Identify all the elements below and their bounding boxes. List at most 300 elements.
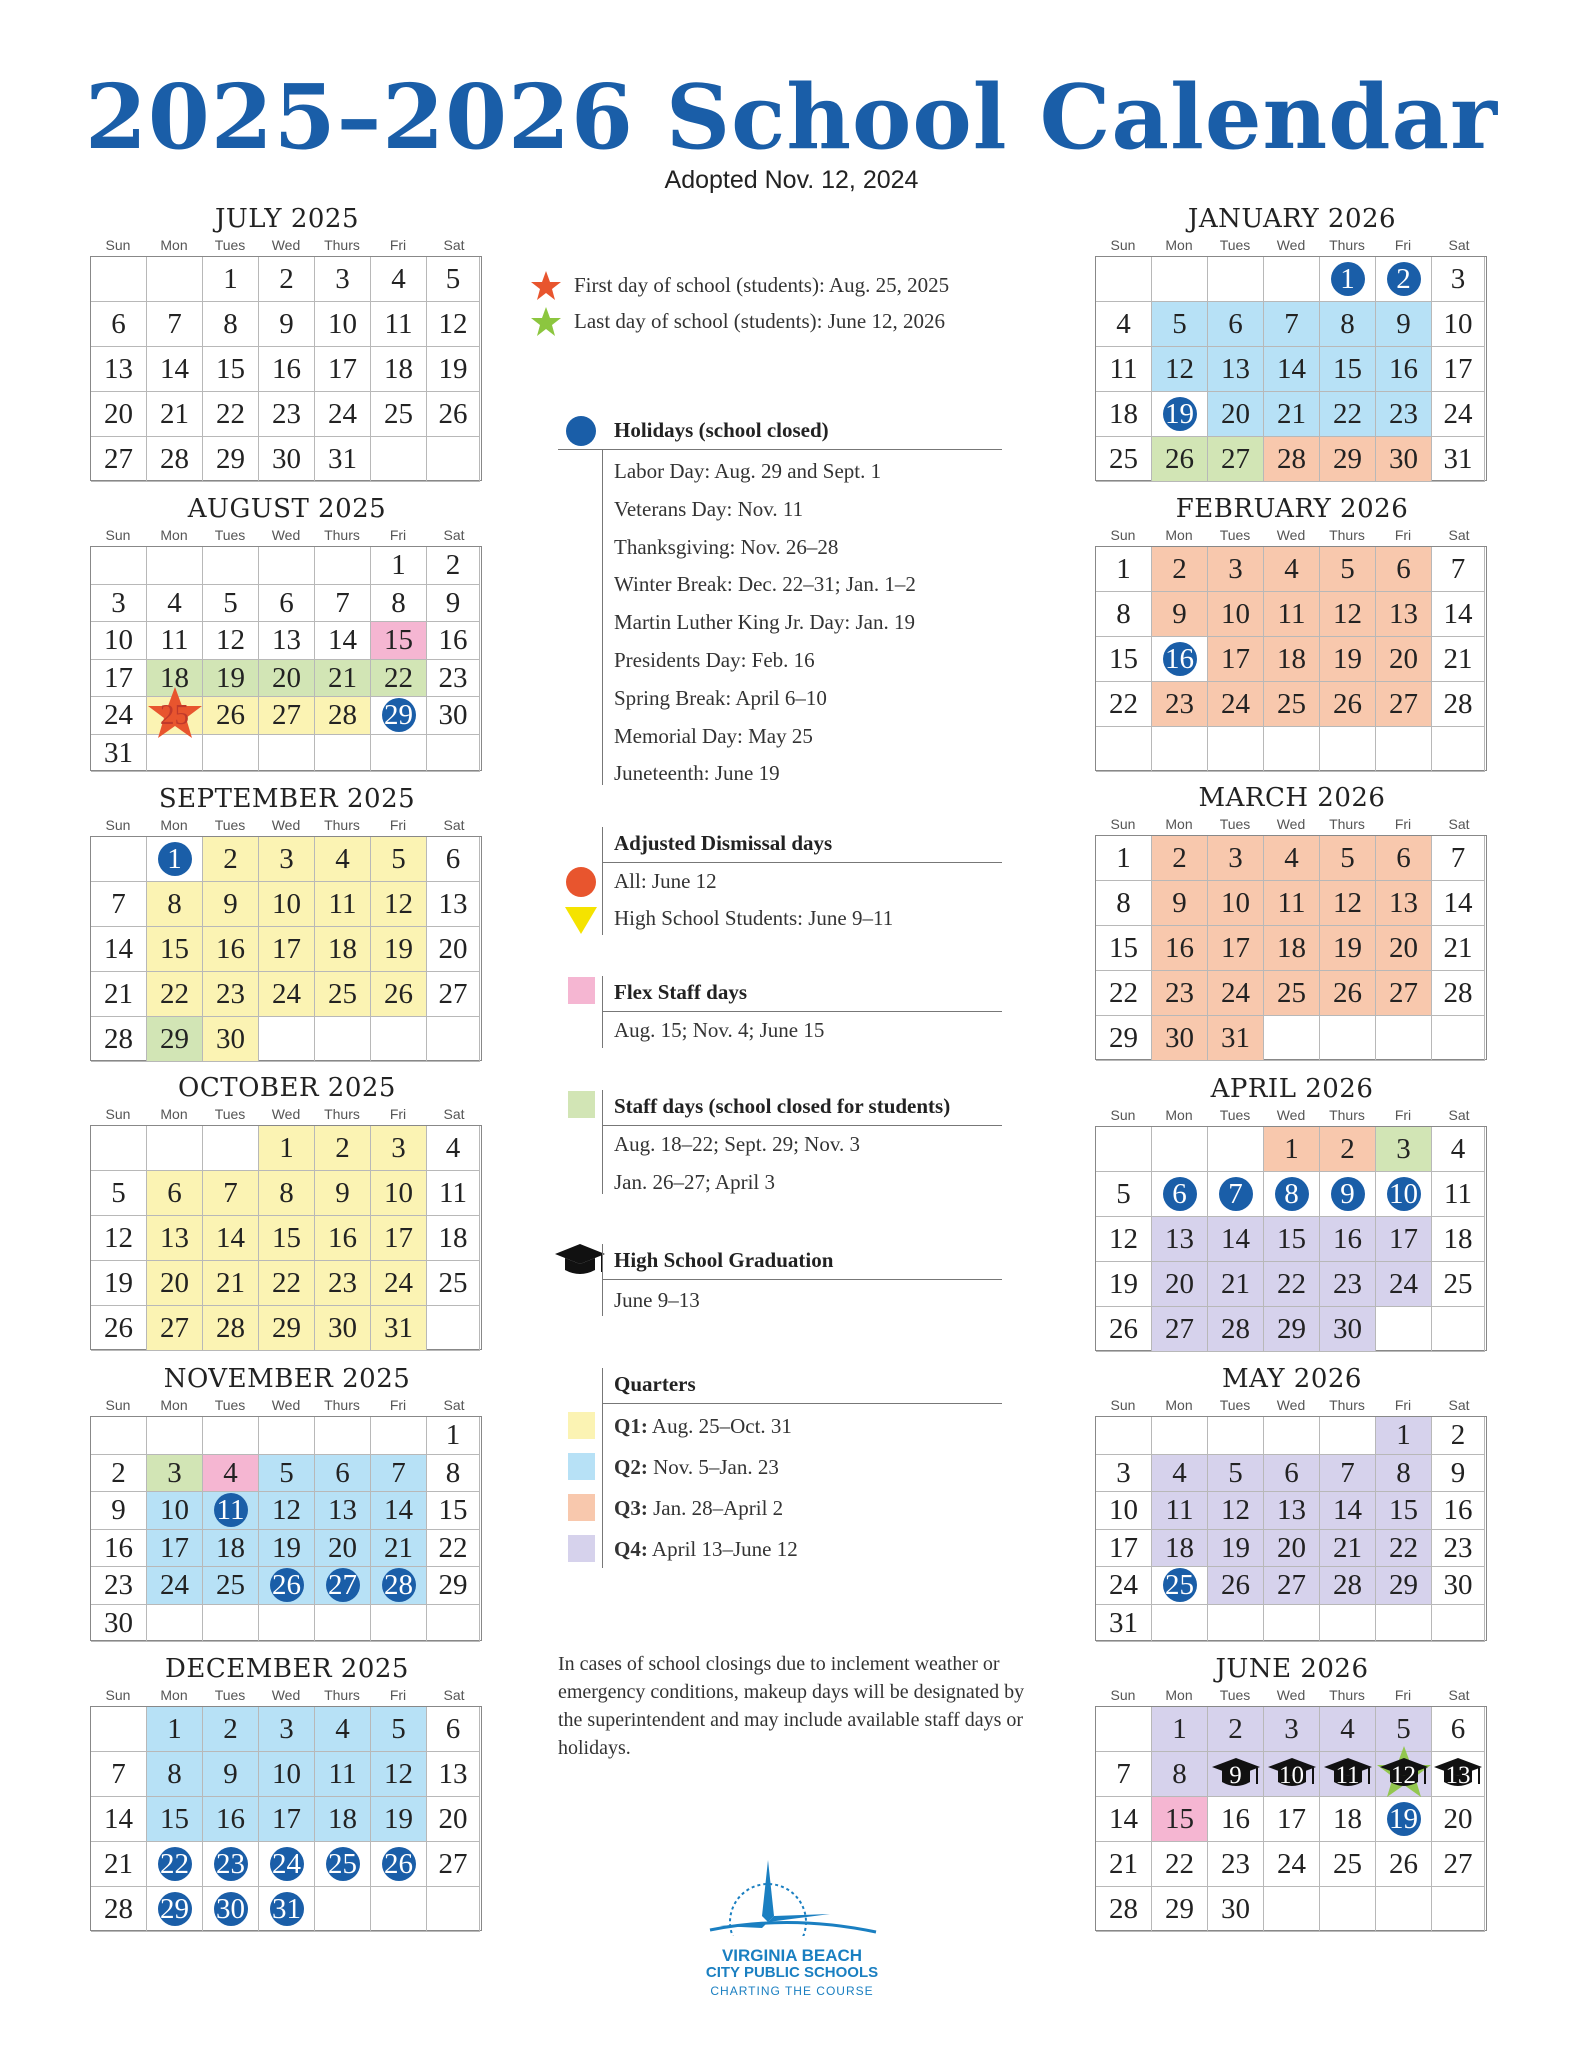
day-number: 30 <box>1333 1313 1362 1345</box>
day-number: 25 <box>1277 688 1306 720</box>
day-of-week-label: Fri <box>389 817 407 833</box>
day-of-week-label: Tues <box>214 527 246 543</box>
month-grid <box>1095 1416 1487 1641</box>
day-cell <box>1096 1217 1152 1262</box>
day-cell <box>203 585 259 623</box>
day-number: 28 <box>328 699 357 731</box>
day-number: 20 <box>1165 1268 1194 1300</box>
day-number: 4 <box>1450 1133 1466 1165</box>
month-name: JUNE 2026 <box>1215 1654 1369 1684</box>
day-cell <box>91 1306 147 1351</box>
day-number: 17 <box>384 1222 413 1254</box>
day-cell <box>91 622 147 660</box>
day-number: 30 <box>104 1606 133 1639</box>
day-cell <box>259 1261 315 1306</box>
day-number: 1 <box>391 549 406 581</box>
day-cell <box>427 1171 480 1216</box>
empty-cell <box>91 547 147 585</box>
day-cell <box>91 1842 147 1887</box>
day-number: 3 <box>1228 553 1243 585</box>
day-number: 24 <box>1221 977 1250 1009</box>
day-cell <box>1264 1797 1320 1842</box>
day-cell <box>427 1455 480 1493</box>
day-of-week-label: Wed <box>271 1397 301 1413</box>
empty-cell <box>371 1605 427 1643</box>
day-number: 22 <box>216 398 245 430</box>
empty-cell <box>1264 1887 1320 1932</box>
day-number: 29 <box>1277 1313 1306 1345</box>
day-number: 10 <box>160 1494 189 1526</box>
day-number: 15 <box>1277 1223 1306 1255</box>
day-number: 9 <box>1396 308 1411 340</box>
day-cell <box>1096 1016 1152 1061</box>
day-of-week-label: Fri <box>389 527 407 543</box>
day-number: 4 <box>391 263 406 295</box>
quarters-heading: Quarters <box>614 1372 696 1396</box>
day-number: 26 <box>438 398 468 430</box>
day-cell <box>259 347 315 392</box>
day-number: 3 <box>279 1713 294 1745</box>
day-cell <box>315 1567 371 1605</box>
day-number: 22 <box>272 1267 301 1299</box>
day-number: 19 <box>216 661 245 694</box>
day-number: 13 <box>1277 1494 1306 1526</box>
quarter-item <box>614 1414 792 1439</box>
day-number: 8 <box>445 1456 461 1489</box>
day-cell <box>1096 682 1152 727</box>
day-number: 25 <box>438 1267 468 1299</box>
day-number: 16 <box>1443 1494 1473 1526</box>
day-cell <box>1096 547 1152 592</box>
holiday-item: Juneteenth: June 19 <box>614 761 780 786</box>
day-cell <box>1096 637 1152 682</box>
empty-cell <box>1432 727 1485 772</box>
graduation-heading: High School Graduation <box>614 1248 834 1272</box>
day-cell <box>1096 302 1152 347</box>
day-cell <box>203 1455 259 1493</box>
day-number: 30 <box>216 1023 245 1055</box>
logo-line2: CITY PUBLIC SCHOOLS <box>705 1964 879 1981</box>
empty-cell <box>1320 1887 1376 1932</box>
day-of-week-label: Tues <box>1219 237 1251 253</box>
day-cell <box>1208 1842 1264 1887</box>
day-number: 25 <box>328 1848 357 1880</box>
day-cell <box>1376 1530 1432 1568</box>
day-cell <box>1152 347 1208 392</box>
day-number: 21 <box>1109 1848 1138 1880</box>
day-cell <box>147 882 203 927</box>
day-of-week-label: Mon <box>160 817 188 833</box>
day-of-week-label: Mon <box>160 527 188 543</box>
day-cell <box>203 1752 259 1797</box>
day-cell <box>1208 592 1264 637</box>
day-number: 31 <box>328 443 357 475</box>
day-cell <box>203 347 259 392</box>
empty-cell <box>315 1887 371 1932</box>
day-cell <box>203 1842 259 1887</box>
day-number: 12 <box>216 624 245 656</box>
day-of-week-label: Mon <box>160 1687 188 1703</box>
day-number: 19 <box>1221 1531 1250 1564</box>
day-cell <box>147 972 203 1017</box>
day-cell <box>259 585 315 623</box>
day-cell <box>1208 547 1264 592</box>
empty-cell <box>1432 1605 1485 1643</box>
day-cell <box>1152 592 1208 637</box>
day-of-week-label: Wed <box>271 1687 301 1703</box>
day-of-week-label: Sun <box>1110 1397 1136 1413</box>
day-cell <box>371 547 427 585</box>
day-of-week-label: Fri <box>389 1397 407 1413</box>
day-cell <box>427 547 480 585</box>
day-number: 21 <box>160 398 189 430</box>
day-number: 2 <box>279 263 294 295</box>
day-cell <box>91 1752 147 1797</box>
day-cell <box>1152 1492 1208 1530</box>
day-cell <box>1152 1262 1208 1307</box>
day-cell <box>1320 1217 1376 1262</box>
empty-cell <box>91 257 147 302</box>
day-number: 11 <box>1444 1178 1472 1210</box>
day-number: 5 <box>1116 1178 1131 1210</box>
day-cell <box>1432 1417 1485 1455</box>
day-number: 2 <box>1172 553 1187 585</box>
day-number: 25 <box>216 1569 245 1601</box>
day-of-week-label: Tues <box>1219 816 1251 832</box>
day-cell <box>427 1492 480 1530</box>
empty-cell <box>147 547 203 585</box>
day-cell <box>259 1306 315 1351</box>
day-of-week-label: Wed <box>1276 527 1306 543</box>
day-cell <box>1432 547 1485 592</box>
day-cell <box>1320 1530 1376 1568</box>
empty-cell <box>371 1417 427 1455</box>
day-number: 12 <box>1221 1494 1250 1526</box>
day-number: 20 <box>1277 1531 1306 1564</box>
day-number: 19 <box>104 1267 133 1299</box>
day-cell <box>203 1530 259 1568</box>
day-number: 12 <box>104 1222 133 1254</box>
day-cell <box>259 1707 315 1752</box>
day-number: 17 <box>272 933 301 965</box>
day-cell <box>371 882 427 927</box>
day-number: 4 <box>1284 842 1299 874</box>
day-of-week-label: Sat <box>1448 816 1470 832</box>
day-cell <box>315 882 371 927</box>
day-number: 24 <box>328 398 357 430</box>
day-cell <box>1096 1752 1152 1797</box>
day-of-week-label: Thurs <box>1329 1687 1365 1703</box>
day-cell <box>1264 592 1320 637</box>
empty-cell <box>1376 1016 1432 1061</box>
day-cell <box>371 1530 427 1568</box>
day-cell <box>1432 1127 1485 1172</box>
day-number: 14 <box>1333 1494 1362 1526</box>
day-number: 10 <box>328 308 357 340</box>
day-number: 4 <box>1172 1456 1187 1489</box>
quarter-label: Q3: <box>614 1496 648 1520</box>
day-number: 26 <box>104 1312 133 1344</box>
flex-item-0: Aug. 15; Nov. 4; June 15 <box>614 1018 825 1042</box>
empty-cell <box>1096 257 1152 302</box>
day-cell <box>259 1216 315 1261</box>
day-cell <box>1320 1567 1376 1605</box>
day-number: 26 <box>216 699 245 731</box>
day-number: 24 <box>1277 1848 1306 1880</box>
day-cell <box>259 622 315 660</box>
day-cell <box>147 1707 203 1752</box>
day-number: 9 <box>1229 1762 1242 1789</box>
day-number: 26 <box>1165 443 1194 475</box>
day-of-week-label: Wed <box>271 237 301 253</box>
month-name: OCTOBER 2025 <box>178 1073 396 1103</box>
day-cell <box>147 1752 203 1797</box>
day-number: 8 <box>223 308 238 340</box>
holiday-item: Presidents Day: Feb. 16 <box>614 648 815 672</box>
day-cell <box>1432 926 1485 971</box>
day-number: 28 <box>384 1569 413 1601</box>
day-number: 17 <box>272 1803 301 1835</box>
day-cell <box>371 347 427 392</box>
day-cell <box>259 257 315 302</box>
day-cell <box>91 1567 147 1605</box>
day-number: 24 <box>272 978 301 1010</box>
day-cell <box>427 1126 480 1171</box>
day-of-week-label: Tues <box>1219 527 1251 543</box>
day-of-week-label: Sat <box>443 1397 465 1413</box>
day-number: 6 <box>445 1713 461 1745</box>
day-cell <box>315 927 371 972</box>
empty-cell <box>91 837 147 882</box>
day-number: 27 <box>328 1569 357 1601</box>
day-number: 24 <box>1221 688 1250 720</box>
day-number: 24 <box>272 1848 301 1880</box>
day-of-week-label: Sat <box>1448 1107 1470 1123</box>
day-cell <box>259 1171 315 1216</box>
day-cell <box>1432 392 1485 437</box>
day-number: 5 <box>223 586 238 619</box>
day-cell <box>427 697 480 735</box>
day-cell <box>1432 1752 1485 1797</box>
staff-heading: Staff days (school closed for students) <box>614 1094 951 1118</box>
day-number: 3 <box>1228 842 1243 874</box>
day-cell <box>91 1530 147 1568</box>
day-number: 4 <box>167 586 182 619</box>
day-cell <box>1376 1127 1432 1172</box>
day-number: 3 <box>167 1456 182 1489</box>
last-day-text: Last day of school (students): June 12, 2026 <box>574 309 945 333</box>
day-number: 26 <box>1333 688 1362 720</box>
day-number: 29 <box>160 1023 189 1055</box>
day-cell <box>315 257 371 302</box>
day-number: 21 <box>384 1531 413 1564</box>
empty-cell <box>1376 1307 1432 1352</box>
flex-heading: Flex Staff days <box>614 980 747 1004</box>
day-number: 5 <box>391 1713 406 1745</box>
day-number: 28 <box>1333 1569 1362 1601</box>
day-of-week-label: Thurs <box>1329 1107 1365 1123</box>
empty-cell <box>427 437 480 482</box>
day-cell <box>1432 1797 1485 1842</box>
day-number: 31 <box>104 736 133 769</box>
day-number: 6 <box>111 308 126 340</box>
day-cell <box>371 1306 427 1351</box>
staff-item-1: Jan. 26–27; April 3 <box>614 1170 775 1194</box>
empty-cell <box>259 735 315 773</box>
day-cell <box>147 1842 203 1887</box>
day-number: 26 <box>1389 1848 1418 1880</box>
day-number: 18 <box>1277 643 1306 675</box>
day-number: 23 <box>216 978 245 1010</box>
empty-cell <box>1376 1887 1432 1932</box>
day-number: 1 <box>1172 1713 1187 1745</box>
day-number: 17 <box>1443 353 1473 385</box>
empty-cell <box>1264 1016 1320 1061</box>
empty-cell <box>1096 1127 1152 1172</box>
day-cell <box>259 1842 315 1887</box>
day-number: 18 <box>1443 1223 1473 1255</box>
day-number: 26 <box>272 1569 301 1601</box>
day-cell <box>1208 637 1264 682</box>
empty-cell <box>1320 727 1376 772</box>
day-number: 17 <box>1221 932 1250 964</box>
day-cell <box>1208 1217 1264 1262</box>
day-cell <box>1208 1307 1264 1352</box>
day-number: 17 <box>160 1531 189 1564</box>
day-number: 2 <box>1396 263 1411 295</box>
staff-item-0: Aug. 18–22; Sept. 29; Nov. 3 <box>614 1132 860 1156</box>
holiday-item: Spring Break: April 6–10 <box>614 685 827 710</box>
day-cell <box>1432 682 1485 727</box>
month-name: NOVEMBER 2025 <box>163 1364 411 1394</box>
day-number: 27 <box>104 443 133 475</box>
month-name: MAY 2026 <box>1222 1364 1362 1394</box>
day-of-week-label: Tues <box>214 1687 246 1703</box>
day-number: 30 <box>1165 1022 1194 1054</box>
day-cell <box>1208 1530 1264 1568</box>
day-of-week-label: Mon <box>1165 1397 1193 1413</box>
day-number: 16 <box>1165 932 1194 964</box>
day-number: 22 <box>1165 1848 1194 1880</box>
day-cell <box>1320 547 1376 592</box>
day-cell <box>1096 1262 1152 1307</box>
day-cell <box>371 927 427 972</box>
day-cell <box>1096 1887 1152 1932</box>
dismissal-heading: Adjusted Dismissal days <box>614 831 833 855</box>
day-number: 23 <box>328 1267 357 1299</box>
day-number: 28 <box>1221 1313 1250 1345</box>
day-cell <box>1432 836 1485 881</box>
adopted-date: Adopted Nov. 12, 2024 <box>664 166 919 194</box>
holiday-item: Thanksgiving: Nov. 26–28 <box>614 534 839 559</box>
day-number: 15 <box>160 933 189 965</box>
empty-cell <box>1152 257 1208 302</box>
day-number: 3 <box>335 263 350 295</box>
day-cell <box>315 1492 371 1530</box>
quarter-label: Q4: <box>614 1537 648 1561</box>
day-number: 15 <box>384 624 413 656</box>
day-number: 26 <box>1333 977 1362 1009</box>
day-cell <box>427 1567 480 1605</box>
day-cell <box>1376 637 1432 682</box>
day-number: 17 <box>1109 1531 1138 1564</box>
day-number: 6 <box>445 843 461 875</box>
day-cell <box>1208 836 1264 881</box>
day-number: 20 <box>1221 398 1250 430</box>
day-number: 25 <box>160 699 189 731</box>
day-cell <box>1264 1842 1320 1887</box>
day-cell <box>147 837 203 882</box>
day-cell <box>427 347 480 392</box>
day-number: 28 <box>1443 977 1473 1009</box>
day-cell <box>1152 437 1208 482</box>
day-cell <box>427 927 480 972</box>
day-number: 25 <box>1109 443 1138 475</box>
day-cell <box>91 392 147 437</box>
day-cell <box>1264 1217 1320 1262</box>
day-number: 18 <box>1333 1803 1362 1835</box>
day-number: 13 <box>272 624 301 656</box>
empty-cell <box>1320 1605 1376 1643</box>
day-number: 24 <box>1389 1268 1418 1300</box>
day-cell <box>1264 1455 1320 1493</box>
day-cell <box>427 660 480 698</box>
day-number: 16 <box>328 1222 357 1254</box>
day-of-week-label: Thurs <box>324 527 360 543</box>
day-cell <box>91 1887 147 1932</box>
day-number: 12 <box>1333 887 1362 919</box>
day-cell <box>1376 392 1432 437</box>
day-cell <box>1320 1172 1376 1217</box>
day-cell <box>1432 302 1485 347</box>
day-number: 14 <box>1443 887 1473 919</box>
day-number: 20 <box>1443 1803 1473 1835</box>
day-number: 31 <box>1221 1022 1250 1054</box>
day-of-week-label: Tues <box>214 1106 246 1122</box>
day-cell <box>1208 1707 1264 1752</box>
day-cell <box>1152 1016 1208 1061</box>
quarter-item <box>614 1537 798 1562</box>
day-cell <box>1208 1797 1264 1842</box>
empty-cell <box>1152 1127 1208 1172</box>
day-of-week-label: Fri <box>389 1106 407 1122</box>
empty-cell <box>1320 1016 1376 1061</box>
day-number: 19 <box>1165 398 1194 430</box>
day-cell <box>147 1216 203 1261</box>
day-number: 17 <box>1221 643 1250 675</box>
day-number: 22 <box>384 661 413 694</box>
day-number: 7 <box>223 1177 238 1209</box>
day-of-week-label: Fri <box>1394 1107 1412 1123</box>
day-number: 13 <box>328 1494 357 1526</box>
day-of-week-label: Fri <box>1394 237 1412 253</box>
day-cell <box>147 697 203 735</box>
day-number: 3 <box>391 1132 406 1164</box>
day-number: 15 <box>1333 353 1362 385</box>
day-of-week-label: Sat <box>443 1687 465 1703</box>
day-number: 5 <box>279 1456 294 1489</box>
day-of-week-label: Sat <box>443 237 465 253</box>
day-cell <box>1096 1492 1152 1530</box>
dismissal-all-icon <box>566 867 596 897</box>
day-number: 4 <box>1284 553 1299 585</box>
day-cell <box>371 392 427 437</box>
empty-cell <box>91 1417 147 1455</box>
day-number: 28 <box>216 1312 245 1344</box>
day-cell <box>91 585 147 623</box>
day-cell <box>1264 682 1320 727</box>
day-cell <box>147 927 203 972</box>
